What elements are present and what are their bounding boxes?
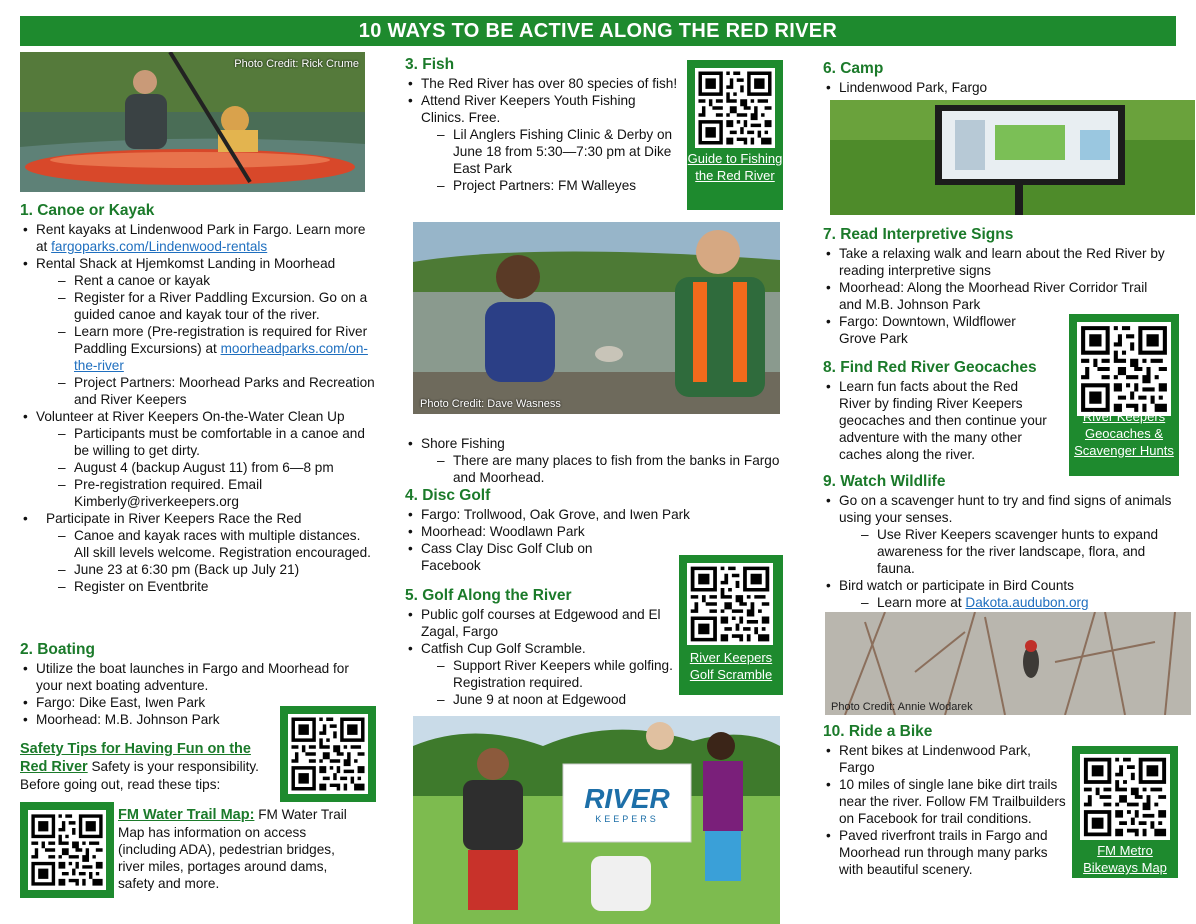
list-item: • Fargo: Trollwood, Oak Grove, and Iwen Park bbox=[421, 506, 765, 523]
list-item: • Bird watch or participate in Bird Counts – Learn more at Dakota.audubon.org bbox=[839, 577, 1183, 611]
qr-caption: River Keepers Geocaches & Scavenger Hunts bbox=[1074, 409, 1174, 458]
sub-item: – Register on Eventbrite bbox=[74, 578, 375, 595]
section-bike bbox=[823, 722, 1073, 878]
section-heading: 6. Camp bbox=[823, 60, 884, 77]
sub-item: – Rent a canoe or kayak bbox=[74, 272, 375, 289]
sub-item: – Project Partners: Moorhead Parks and Recreation and River Keepers bbox=[74, 374, 375, 408]
photo-credit: Photo Credit: Dave Wasness bbox=[420, 398, 561, 410]
safety-tips-link[interactable]: Safety Tips for Having Fun on the Red River bbox=[20, 741, 251, 775]
section-heading: 7. Read Interpretive Signs bbox=[823, 226, 1014, 243]
section-heading: 2. Boating bbox=[20, 641, 95, 658]
shore-fishing bbox=[405, 435, 780, 486]
qr-code-icon bbox=[1080, 754, 1170, 840]
section-geocaches bbox=[823, 358, 1053, 463]
fishing-guide-qr[interactable] bbox=[687, 60, 783, 210]
moorheadparks-link[interactable]: moorheadparks.com/on-the-river bbox=[74, 341, 368, 373]
section-heading: 9. Watch Wildlife bbox=[823, 473, 946, 490]
list-item: • Moorhead: Along the Moorhead River Corridor Trail and M.B. Johnson Park bbox=[839, 279, 1173, 313]
audubon-link[interactable]: Dakota.audubon.org bbox=[965, 595, 1089, 610]
qr-code-icon bbox=[687, 563, 773, 645]
list-item: • Rent kayaks at Lindenwood Park in Fargo. Learn more at fargoparks.com/Lindenwood-rentals bbox=[36, 221, 375, 255]
fargoparks-link[interactable]: fargoparks.com/Lindenwood-rentals bbox=[51, 239, 268, 254]
water-trail-link[interactable]: FM Water Trail Map: bbox=[118, 807, 255, 823]
list-item: • Public golf courses at Edgewood and El Zagal, Fargo bbox=[421, 606, 675, 640]
section-golf bbox=[405, 586, 675, 708]
sub-item: – Pre-registration required. Email Kimberly@riverkeepers.org bbox=[74, 476, 375, 510]
list-item: • Participate in River Keepers Race the Red – Canoe and kayak races with multiple distances. All skill levels welcome. Registration encouraged. – June 23 at 6:30 pm (Back up July 21) – Register on Eventbrite bbox=[36, 510, 375, 595]
kayak-photo bbox=[20, 52, 365, 192]
list-item: • Learn fun facts about the Red River by finding River Keepers geocaches and then continue your adventure with the many other caches along the river. bbox=[839, 378, 1053, 463]
sub-item: – Learn more at Dakota.audubon.org bbox=[877, 594, 1183, 611]
sub-item: – June 23 at 6:30 pm (Back up July 21) bbox=[74, 561, 375, 578]
list-item: • Utilize the boat launches in Fargo and Moorhead for your next boating adventure. bbox=[36, 660, 375, 694]
sub-item: – Support River Keepers while golfing. Registration required. bbox=[453, 657, 675, 691]
list-item: • Rent bikes at Lindenwood Park, Fargo bbox=[839, 742, 1054, 776]
golf-photo bbox=[413, 716, 780, 924]
sub-item: – Learn more (Pre-registration is required for River Paddling Excursions) at moorheadparks.com/on-the-river bbox=[74, 323, 375, 374]
list-item: • Paved riverfront trails in Fargo and Moorhead run through many parks with beautiful scenery. bbox=[839, 827, 1073, 878]
page-title: 10 WAYS TO BE ACTIVE ALONG THE RED RIVER bbox=[20, 16, 1176, 46]
geocaches-qr[interactable] bbox=[1069, 314, 1179, 476]
fishing-photo bbox=[413, 222, 780, 414]
photo-credit: Photo Credit: Annie Wodarek bbox=[831, 701, 973, 713]
list-item: • Cass Clay Disc Golf Club on Facebook bbox=[421, 540, 621, 574]
section-heading: 3. Fish bbox=[405, 56, 455, 73]
sub-item: – August 4 (backup August 11) from 6—8 pm bbox=[74, 459, 375, 476]
section-fish bbox=[405, 55, 680, 194]
list-item: • Moorhead: M.B. Johnson Park bbox=[36, 711, 375, 728]
list-item: • Take a relaxing walk and learn about the Red River by reading interpretive signs bbox=[839, 245, 1173, 279]
section-camp bbox=[823, 59, 1183, 96]
list-item: • Fargo: Dike East, Iwen Park bbox=[36, 694, 375, 711]
list-item: • Shore Fishing bbox=[421, 435, 780, 452]
list-item: • The Red River has over 80 species of fish! bbox=[421, 75, 680, 92]
section-wildlife bbox=[823, 472, 1183, 611]
section-heading: 8. Find Red River Geocaches bbox=[823, 359, 1037, 376]
photo-credit: Photo Credit: Rick Crume bbox=[234, 58, 359, 70]
water-trail-info: FM Water Trail Map: FM Water Trail Map has information on access (including ADA), pedestrian bridges, river miles, portages around dams, safety and more. bbox=[118, 807, 347, 891]
list-item: • Volunteer at River Keepers On-the-Water Clean Up – Participants must be comfortable in a canoe and be willing to get dirty. – August 4 (backup August 11) from 6—8 pm – Pre-registration required. Email Kimberly@riverkeepers.org bbox=[36, 408, 375, 510]
qr-code-icon bbox=[695, 68, 775, 148]
list-item: • Moorhead: Woodlawn Park bbox=[421, 523, 765, 540]
list-item: • Lindenwood Park, Fargo bbox=[839, 79, 1183, 96]
list-item: • Attend River Keepers Youth Fishing Clinics. Free. bbox=[421, 92, 680, 126]
list-item: • Catfish Cup Golf Scramble. bbox=[421, 640, 675, 657]
sub-item: – Register for a River Paddling Excursion. Go on a guided canoe and kayak tour of the river. bbox=[74, 289, 375, 323]
section-heading: 4. Disc Golf bbox=[405, 487, 491, 504]
list-item: • 10 miles of single lane bike dirt trails near the river. Follow FM Trailbuilders on Facebook for trail conditions. bbox=[839, 776, 1073, 827]
water-trail-qr[interactable] bbox=[20, 802, 114, 898]
sub-item: – June 9 at noon at Edgewood bbox=[453, 691, 675, 708]
sub-item: – There are many places to fish from the banks in Fargo and Moorhead. bbox=[453, 452, 780, 486]
camp-photo bbox=[830, 100, 1195, 215]
bikeways-qr[interactable] bbox=[1072, 746, 1178, 878]
section-canoe bbox=[20, 201, 375, 595]
section-heading: 1. Canoe or Kayak bbox=[20, 202, 155, 219]
river-keepers-sign: RIVER KEEPERS bbox=[584, 783, 670, 824]
qr-caption: River Keepers Golf Scramble bbox=[689, 650, 773, 682]
sub-item: – Participants must be comfortable in a canoe and be willing to get dirty. bbox=[74, 425, 375, 459]
golf-scramble-qr[interactable] bbox=[679, 555, 783, 695]
section-heading: 10. Ride a Bike bbox=[823, 723, 933, 740]
sub-item: – Use River Keepers scavenger hunts to expand awareness for the river landscape, flora, and fauna. bbox=[877, 526, 1183, 577]
list-item: • Go on a scavenger hunt to try and find signs of animals using your senses. – Use River Keepers scavenger hunts to expand awareness for the river landscape, flora, and fauna. bbox=[839, 492, 1183, 577]
sub-item: – Project Partners: FM Walleyes bbox=[453, 177, 680, 194]
list-item: • Rental Shack at Hjemkomst Landing in Moorhead – Rent a canoe or kayak – Register for a River Paddling Excursion. Go on a guided canoe and kayak tour of the river. – Learn more (Pre-registration is required for River Paddling Excursions) at moorheadparks.com/on-the-river – Project Partners: Moorhead Parks and Recreation and River Keepers bbox=[36, 255, 375, 408]
qr-code-icon bbox=[28, 810, 106, 890]
qr-code-icon bbox=[288, 714, 368, 794]
qr-caption: Guide to Fishing the Red River bbox=[687, 151, 783, 183]
safety-tips: Safety Tips for Having Fun on the Red River Safety is your responsibility. Before going out, read these tips: bbox=[20, 741, 259, 792]
section-heading: 5. Golf Along the River bbox=[405, 587, 572, 604]
bird-photo bbox=[825, 612, 1191, 715]
list-item: • Fargo: Downtown, Wildflower Grove Park bbox=[839, 313, 1049, 347]
qr-code-icon bbox=[1077, 322, 1171, 416]
sub-item: – Lil Anglers Fishing Clinic & Derby on June 18 from 5:30—7:30 pm at Dike East Park bbox=[453, 126, 680, 177]
sub-item: – Canoe and kayak races with multiple distances. All skill levels welcome. Registration encouraged. bbox=[74, 527, 375, 561]
qr-caption: FM Metro Bikeways Map bbox=[1083, 843, 1167, 875]
safety-qr[interactable] bbox=[280, 706, 376, 802]
